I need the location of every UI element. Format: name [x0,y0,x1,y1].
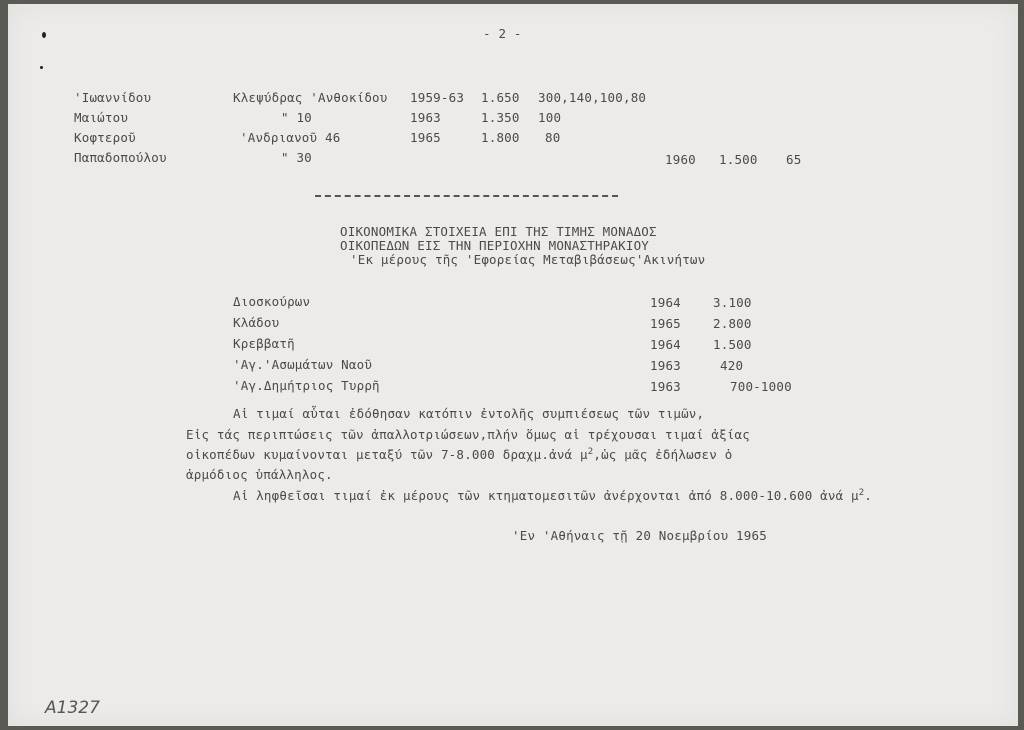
year: 1965 [650,316,681,331]
area: 100 [538,110,562,125]
street: " 30 [281,150,312,165]
signoff-date: 'Εν 'Αθήναις τῇ 20 Νοεμβρίου 1965 [512,528,767,543]
price: 1.500 [713,337,752,352]
area: 300,140,100,80 [538,90,647,105]
year: 1964 [650,295,681,310]
price: 1.800 [481,130,520,145]
price: 420 [720,358,744,373]
street-name: Διοσκούρων [233,294,311,309]
superscript: 2 [858,488,865,498]
owner-name: Κοφτεροῦ [74,130,136,145]
street-name: Κρεββατῆ [233,336,295,351]
section-heading-line-1: ΟΙΚΟΝΟΜΙΚΑ ΣΤΟΙΧΕΙΑ ΕΠΙ ΤΗΣ ΤΙΜΗΣ ΜΟΝΑΔΟΣ [340,224,657,239]
price: 700-1000 [730,379,792,394]
year: 1960 [665,152,696,167]
section-heading-line-3: 'Εκ μέρους τῆς 'Εφορείας Μεταβιβάσεως'Ακινήτων [350,252,706,267]
year: 1963 [410,110,441,125]
price: 2.800 [713,316,752,331]
owner-name: Παπαδοπούλου [74,150,167,165]
superscript: 2 [587,447,594,457]
page-number: - 2 - [483,26,522,41]
paragraph-line: Αἱ τιμαί αὗται ἐδόθησαν κατόπιν ἐντολῆς συμπιέσεως τῶν τιμῶν, [233,406,705,421]
punch-hole [40,66,43,69]
price: 1.650 [481,90,520,105]
street: " 10 [281,110,312,125]
year: 1965 [410,130,441,145]
year: 1963 [650,379,681,394]
dashed-separator [315,195,618,197]
price: 1.350 [481,110,520,125]
area: 65 [786,152,802,167]
owner-name: 'Ιωαννίδου [74,90,152,105]
section-heading-line-2: ΟΙΚΟΠΕΔΩΝ ΕΙΣ ΤΗΝ ΠΕΡΙΟΧΗΝ ΜΟΝΑΣΤΗΡΑΚΙΟΥ [340,238,650,253]
street-name: 'Αγ.'Ασωμάτων Ναοῦ [233,357,373,372]
price: 1.500 [719,152,758,167]
price: 3.100 [713,295,752,310]
paragraph-line: Εἰς τάς περιπτώσεις τῶν ἀπαλλοτριώσεων,πλήν ὅμως αἱ τρέχουσαι τιμαί ἀξίας [186,427,750,442]
punch-hole [42,32,46,38]
paragraph-line: Αἱ ληφθεῖσαι τιμαί ἐκ μέρους τῶν κτηματομεσιτῶν ἀνέρχονται ἀπό 8.000-10.600 ἀνά $\mu^2$. [233,488,873,504]
area: 80 [545,130,561,145]
year: 1963 [650,358,681,373]
year: 1964 [650,337,681,352]
street-name: Κλάδου [233,315,280,330]
owner-name: Μαιώτου [74,110,129,125]
street-name: 'Αγ.Δημήτριος Τυρρῆ [233,378,380,393]
street: Κλεψύδρας 'Ανθοκίδου [233,90,388,105]
paragraph-line: ἁρμόδιος ὑπάλληλος. [186,467,333,482]
year: 1959-63 [410,90,465,105]
street: 'Ανδριανοῦ 46 [240,130,341,145]
handwritten-reference: A1327 [45,698,100,718]
paragraph-line: οἰκοπέδων κυμαίνονται μεταξύ τῶν 7-8.000 δραχμ.ἀνά $\mu^2,ὡ\varsigma$ μᾶς ἐδήλωσεν ὁ [186,447,733,463]
